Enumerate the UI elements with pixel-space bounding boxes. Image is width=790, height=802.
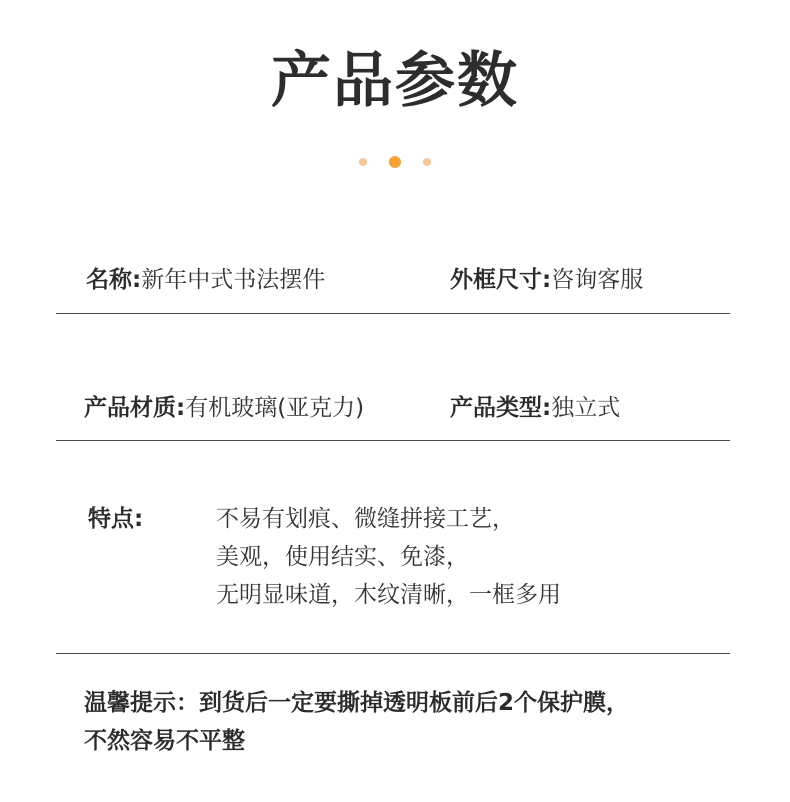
- warm-tip: [84, 684, 724, 760]
- divider-2: [56, 440, 730, 441]
- frame-size-value: 咨询客服: [551, 267, 644, 293]
- dot-left: [359, 158, 367, 166]
- divider-3: [56, 653, 730, 654]
- dot-right: [423, 158, 431, 166]
- decorative-dots: [0, 152, 790, 172]
- feature-line: 不易有划痕、微缝拼接工艺，: [216, 506, 515, 532]
- features-lines: [216, 500, 561, 614]
- type-label: 产品类型:: [450, 395, 552, 421]
- dot-center: [389, 156, 401, 168]
- frame-size-param: [450, 262, 643, 298]
- features-label: 特点:: [88, 506, 144, 532]
- feature-line: 无明显味道，木纹清晰，一框多用: [216, 582, 561, 608]
- frame-size-label: 外框尺寸:: [450, 267, 552, 293]
- name-label: 名称:: [86, 267, 142, 293]
- material-value: 有机玻璃(亚克力): [185, 395, 365, 421]
- tip-line-2: 不然容易不平整: [84, 728, 245, 754]
- material-param: [84, 390, 364, 426]
- type-param: [450, 390, 620, 426]
- feature-line: 美观，使用结实、免漆，: [216, 544, 469, 570]
- material-label: 产品材质:: [84, 395, 186, 421]
- tip-line-1: 温馨提示：到货后一定要撕掉透明板前后2个保护膜，: [84, 690, 630, 716]
- divider-1: [56, 313, 730, 314]
- name-value: 新年中式书法摆件: [141, 267, 326, 293]
- name-param: [86, 262, 325, 298]
- type-value: 独立式: [551, 395, 621, 421]
- page-title: 产品参数: [271, 46, 519, 116]
